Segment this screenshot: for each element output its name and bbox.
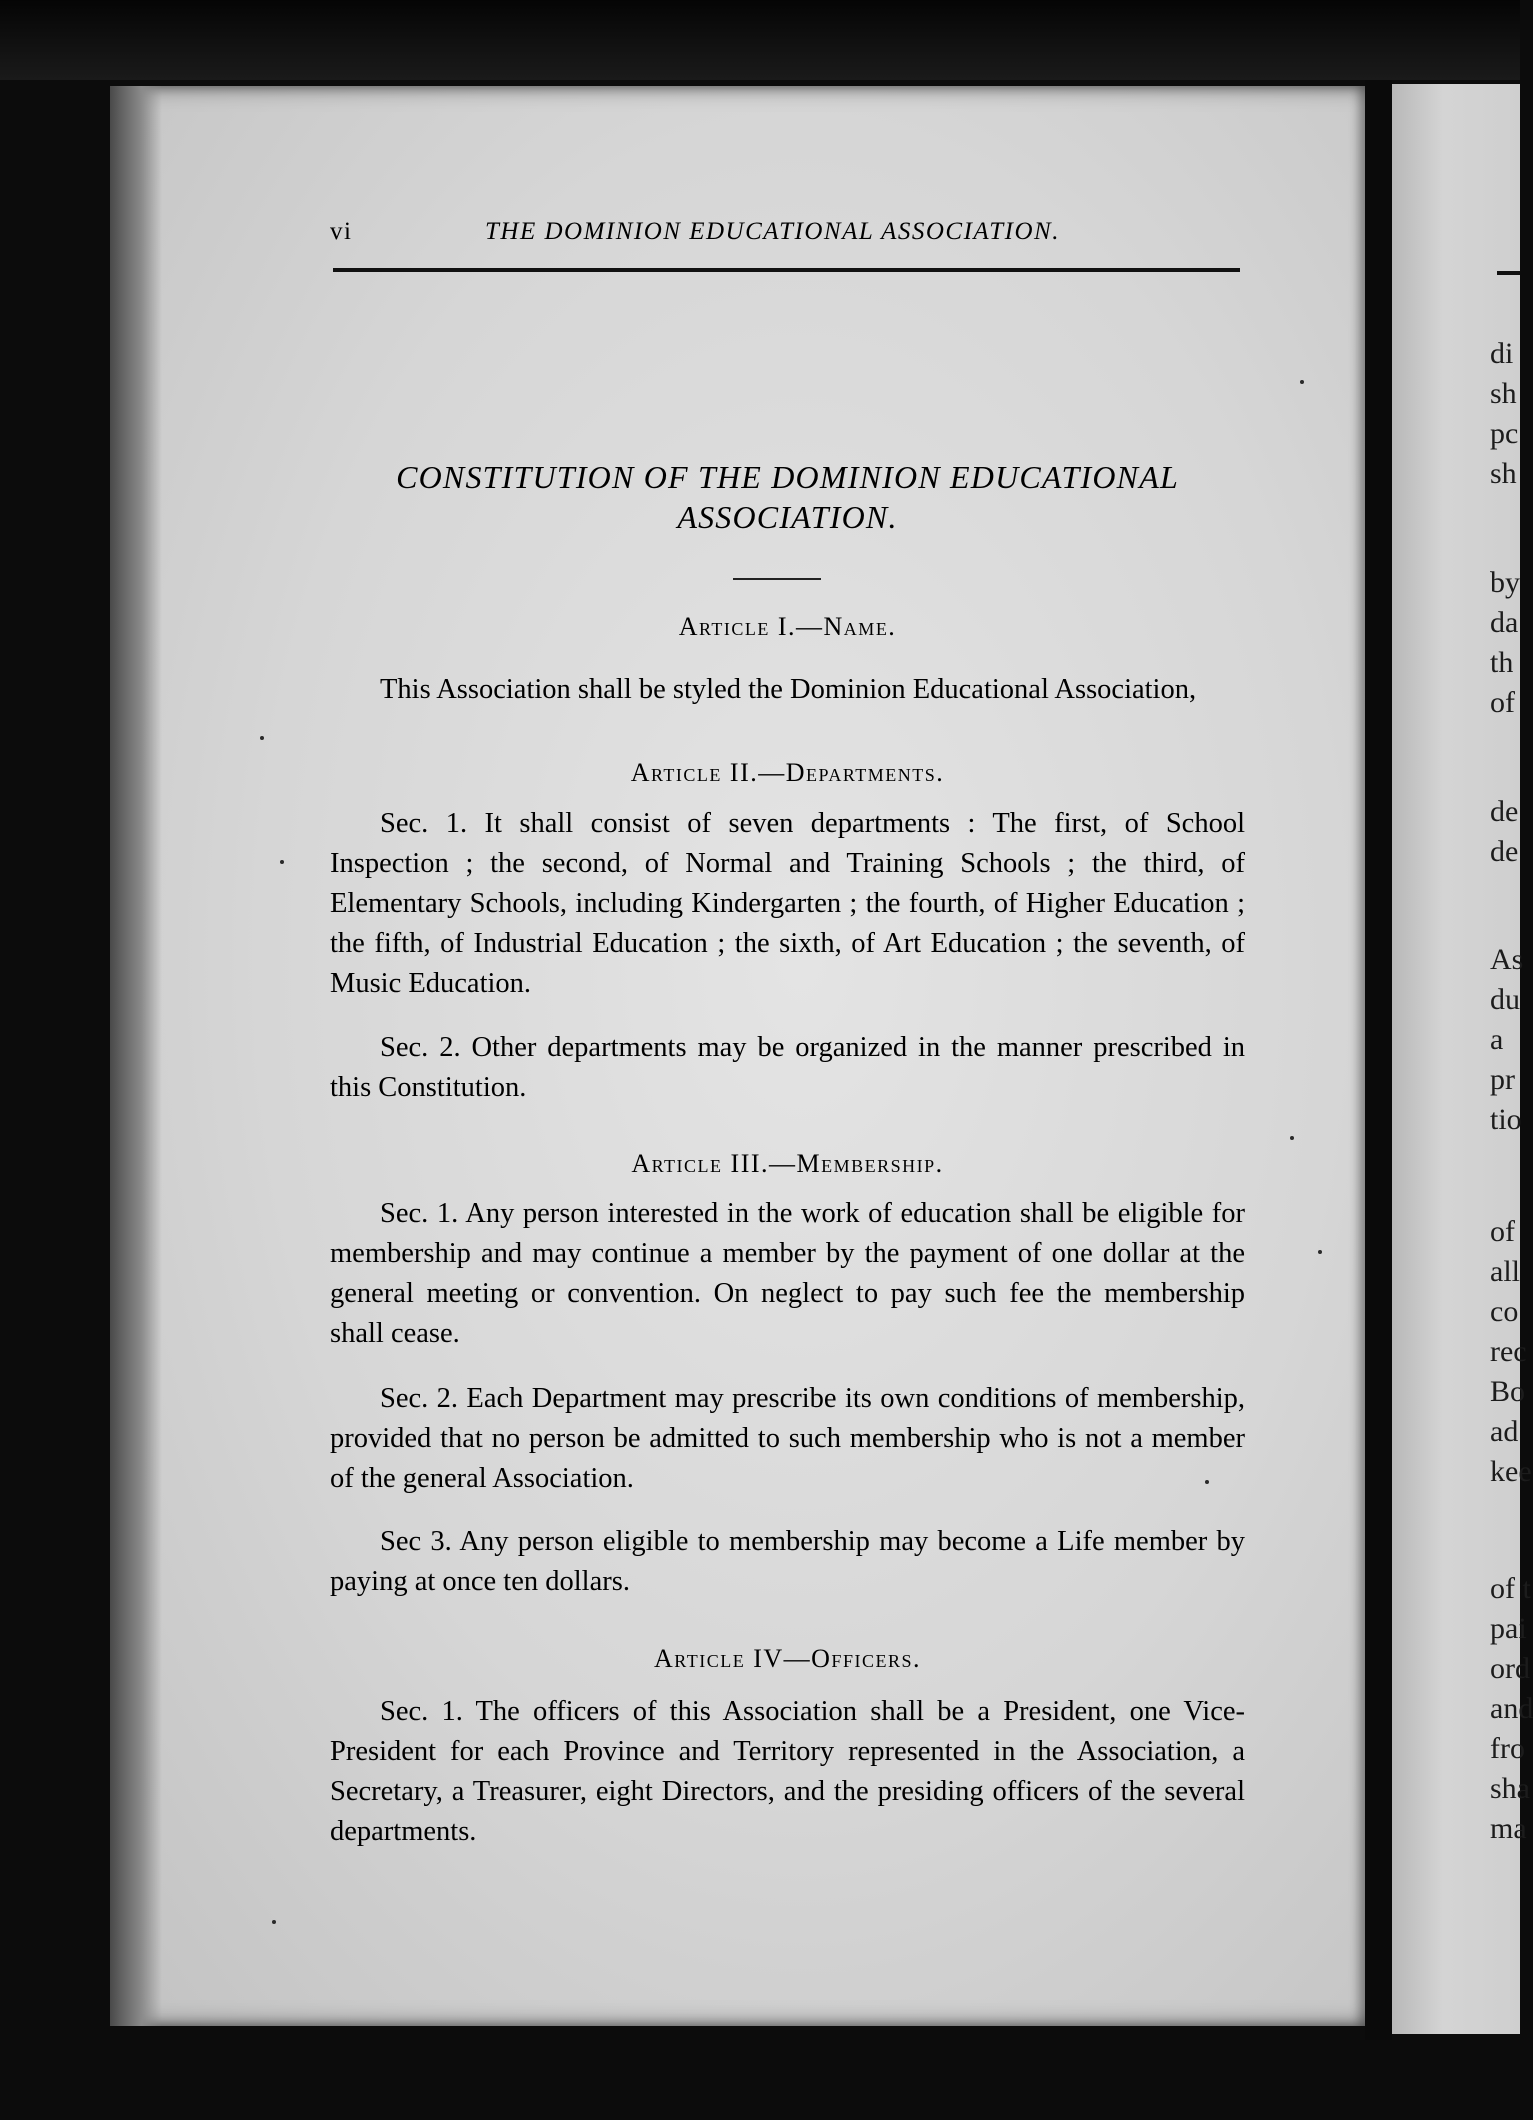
facing-fragment: Bo — [1490, 1375, 1526, 1408]
article-3-heading: Article III.—Membership. — [631, 1149, 944, 1178]
running-head-rule — [333, 268, 1240, 272]
facing-fragment: of t — [1490, 1572, 1531, 1605]
facing-fragment: kee — [1490, 1455, 1532, 1488]
article-1-para-1: This Association shall be styled the Dominion Educational Association, — [380, 674, 1197, 705]
facing-fragment: di — [1490, 337, 1514, 370]
document-title-line-2: ASSOCIATION. — [677, 499, 898, 535]
facing-fragment: and — [1490, 1692, 1533, 1725]
running-head-title: THE DOMINION EDUCATIONAL ASSOCIATION. — [485, 218, 1060, 245]
article-2-sec-2: Sec. 2. Other departments may be organized in the manner prescribed in this Constitution. — [330, 1032, 1245, 1103]
book-gutter — [1365, 80, 1392, 2040]
page-left-binding-shadow — [110, 86, 162, 2026]
page-number: vi — [330, 218, 353, 245]
facing-fragment: fro — [1490, 1732, 1525, 1765]
scan-background-top — [0, 0, 1520, 80]
article-3-sec-3: Sec 3. Any person eligible to membership may become a Life member by paying at once ten dollars. — [330, 1526, 1245, 1597]
running-head — [330, 218, 1245, 258]
facing-fragment: pc — [1490, 417, 1519, 450]
facing-fragment: by — [1490, 566, 1520, 599]
facing-fragment: sh — [1490, 377, 1517, 410]
facing-fragment: ord — [1490, 1652, 1530, 1685]
facing-page-head-rule — [1497, 271, 1520, 275]
facing-fragment: pai — [1490, 1612, 1527, 1645]
article-2-sec-1: Sec. 1. It shall consist of seven departments : The first, of School Inspection ; the second, of Normal and Training Schools ; the third, of Elementary Schools, including Kindergarten ; the fourth, of Higher Education ; the fifth, of Industrial Education ; the sixth, of Art Education ; the seventh, of Music Education. — [330, 808, 1245, 999]
scan-speck — [1205, 1480, 1209, 1484]
facing-fragment: As — [1490, 943, 1524, 976]
title-divider — [733, 578, 821, 580]
article-4-sec-1: Sec. 1. The officers of this Association shall be a President, one Vice-President for each Province and Territory represented in the Association, a Secretary, a Treasurer, eight Directors, and the presiding officers of the several departments. — [330, 1696, 1245, 1847]
document-title — [330, 457, 1245, 537]
document-title-line-1: CONSTITUTION OF THE DOMINION EDUCATIONAL — [396, 459, 1179, 495]
facing-fragment: de — [1490, 835, 1519, 868]
scan-speck — [260, 736, 264, 740]
article-4-heading: Article IV—Officers. — [654, 1644, 921, 1673]
facing-fragment: th — [1490, 646, 1514, 679]
facing-fragment: sha — [1490, 1772, 1530, 1805]
facing-fragment: ad — [1490, 1415, 1519, 1448]
scan-speck — [280, 860, 284, 864]
facing-fragment: of — [1490, 1215, 1515, 1248]
facing-fragment: de — [1490, 795, 1519, 828]
facing-fragment: ma — [1490, 1812, 1527, 1845]
article-1-heading: Article I.—Name. — [678, 612, 897, 641]
facing-fragment: pr — [1490, 1063, 1515, 1096]
facing-fragment: all — [1490, 1255, 1520, 1288]
article-3-sec-1: Sec. 1. Any person interested in the work of education shall be eligible for membership and may continue a member by the payment of one dollar at the general meeting or convention. On neglect to pay such fee the membership shall cease. — [330, 1198, 1245, 1349]
facing-fragment: rec — [1490, 1335, 1527, 1368]
facing-fragment: tio — [1490, 1103, 1522, 1136]
facing-fragment: co — [1490, 1295, 1519, 1328]
facing-fragment: sh — [1490, 457, 1517, 490]
facing-fragment: da — [1490, 606, 1519, 639]
scan-speck — [1318, 1250, 1322, 1254]
facing-fragment: du — [1490, 983, 1520, 1016]
article-3-sec-2: Sec. 2. Each Department may prescribe its own conditions of membership, provided that no person be admitted to such membership who is not a member of the general Association. — [330, 1383, 1245, 1494]
scan-speck — [1300, 380, 1304, 384]
facing-fragment: a — [1490, 1023, 1504, 1056]
scan-speck — [272, 1920, 276, 1924]
facing-fragment: of — [1490, 686, 1515, 719]
scan-speck — [1290, 1136, 1294, 1140]
article-2-heading: Article II.—Departments. — [630, 758, 945, 787]
